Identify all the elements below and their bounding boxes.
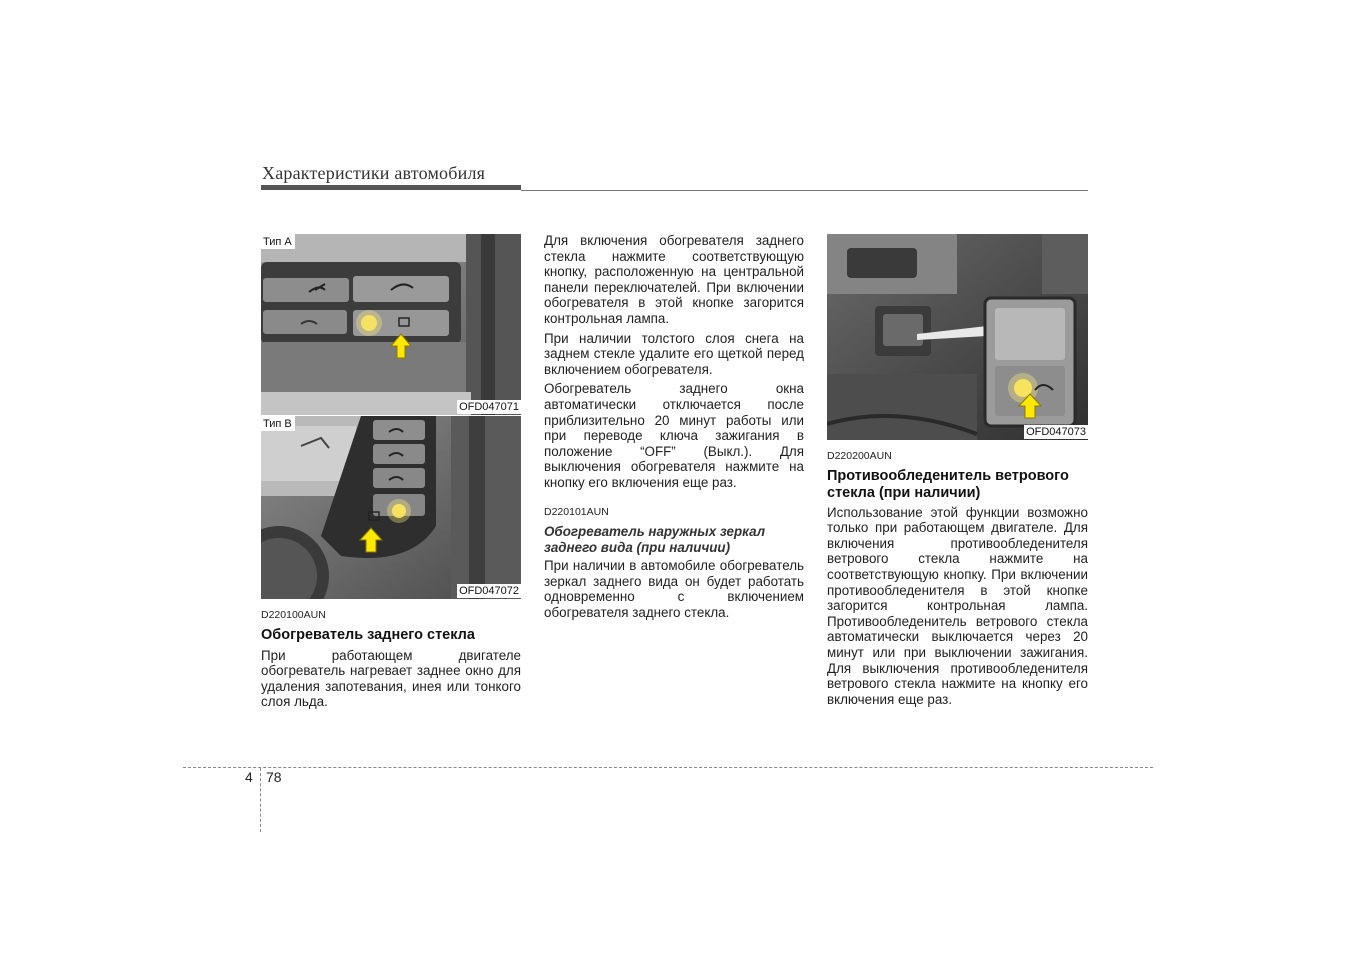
chapter-number: 4 — [245, 769, 253, 785]
figure-a-code: OFD047071 — [459, 401, 519, 413]
figure-type-b — [261, 416, 521, 599]
paragraph: Обогреватель заднего окна автоматически отключается после приблизительно 20 минут работы или при переводе ключа зажигания в положение “OFF” (Выкл.). Для выключения обогревателя нажмите на кнопку его включения еще раз. — [544, 381, 804, 490]
column-1 — [261, 608, 521, 714]
figure-windshield-deicer — [827, 234, 1088, 440]
figure-c-image — [827, 234, 1088, 440]
paragraph: При работающем двигателе обогреватель нагревает заднее окно для удаления запотевания, инея или тонкого слоя льда. — [261, 647, 521, 710]
figure-c-code: OFD047073 — [1026, 426, 1086, 438]
section-code: D220101AUN — [544, 505, 609, 518]
figure-a-image — [261, 234, 521, 415]
figure-type-a — [261, 234, 521, 415]
figure-a-tag: Тип A — [261, 234, 295, 249]
paragraph: Для включения обогревателя заднего стекла нажмите соответствующую кнопку, расположенную на центральной панели переключателей. При включении обогревателя в этой кнопке загорится контрольная лампа. — [544, 233, 804, 326]
paragraph: При наличии в автомобиле обогреватель зеркал заднего вида он будет работать одновременно с включением обогревателя заднего стекла. — [544, 558, 804, 620]
section-code: D220200AUN — [827, 450, 892, 462]
footer-dashed-divider — [260, 768, 261, 832]
column-2 — [544, 233, 804, 624]
paragraph: При наличии толстого слоя снега на заднем стекле удалите его щеткой перед включением обогревателя. — [544, 330, 804, 377]
footer-dashed-rule — [183, 767, 1153, 768]
section-heading-rear-defroster: Обогреватель заднего стекла — [261, 626, 475, 643]
section-code: D220100AUN — [261, 609, 326, 621]
header-bar — [261, 185, 521, 190]
figure-b-image — [261, 416, 521, 599]
page-number: 78 — [266, 769, 282, 785]
column-3 — [827, 449, 1088, 711]
paragraph: Использование этой функции возможно только при работающем двигателе. Для включения противообледенителя ветрового стекла нажмите на соответствующую кнопку. При включении противообледенителя в этой кнопке загорится контрольная лампа. Противообледенитель ветрового стекла автоматически выключается через 20 минут или при выключении зажигания. Для выключения противообледенителя ветрового стекла нажмите на кнопку его включения еще раз. — [827, 504, 1088, 707]
page-header-title: Характеристики автомобиля — [262, 163, 486, 183]
figure-b-code: OFD047072 — [459, 585, 519, 597]
header-rule — [521, 190, 1088, 191]
section-heading-mirror-defroster: Обогреватель наружных зеркал заднего вида (при наличии) — [544, 524, 766, 556]
section-heading-windshield-deicer: Противообледенитель ветрового стекла (при наличии) — [827, 467, 1069, 501]
figure-b-tag: Тип B — [261, 416, 295, 431]
